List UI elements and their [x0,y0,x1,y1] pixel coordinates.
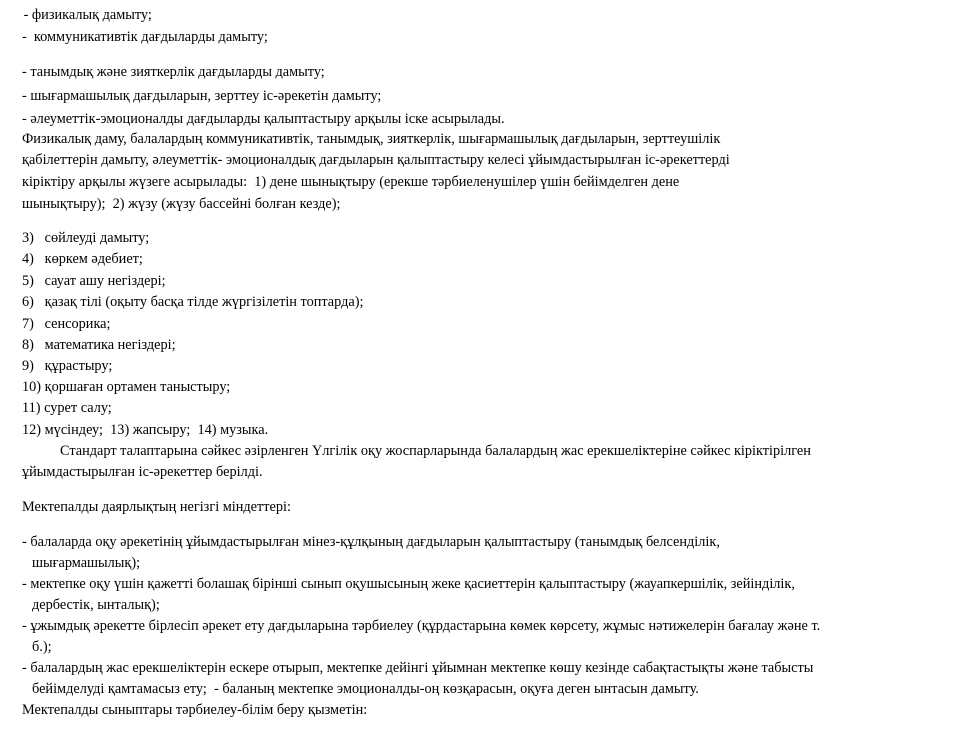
text-line: дербестік, ынталық); [32,597,160,613]
list-item: 7) сенсорика; [22,316,111,332]
text-line: - физикалық дамыту; [20,7,152,23]
text-line: ұйымдастырылған іс-әрекеттер берілді. [22,464,263,480]
section-heading: Мектепалды даярлықтың негізгі міндеттері: [22,499,291,515]
list-item: 10) қоршаған ортамен таныстыру; [22,379,231,395]
text-line: шығармашылық); [32,555,141,571]
text-line: - мектепке оқу үшін қажетті болашақ бірінші сынып оқушысының жеке қасиеттерін қалыптастыру (жауапкершілік, зейінділік, [22,576,795,592]
list-item: 9) құрастыру; [22,358,113,374]
text-line: - әлеуметтік-эмоционалды дағдыларды қалыптастыру арқылы іске асырылады. [22,111,505,127]
text-line: кіріктіру арқылы жүзеге асырылады: 1) дене шынықтыру (ерекше тәрбиеленушілер үшін бейімделген дене [22,174,680,190]
text-line: - балаларда оқу әрекетінің ұйымдастырылған мінез-құлқының дағдыларын қалыптастыру (танымдық белсенділік, [22,534,720,550]
list-item: 4) көркем әдебиет; [22,251,143,267]
text-line: - балалардың жас ерекшеліктерін ескере отырып, мектепке дейінгі ұйымнан мектепке көшу кезінде сабақтастықты және табысты [22,660,814,676]
list-item: 5) сауат ашу негіздері; [22,273,166,289]
list-item: 12) мүсіндеу; 13) жапсыру; 14) музыка. [22,422,269,438]
text-line: шынықтыру); 2) жүзу (жүзу бассейні болған кезде); [22,196,341,212]
text-line: Физикалық даму, балалардың коммуникативтік, танымдық, зияткерлік, шығармашылық дағдыларын, зерттеушілік [22,131,721,147]
list-item: 3) сөйлеуді дамыту; [22,230,150,246]
list-item: 8) математика негіздері; [22,337,176,353]
text-line: - ұжымдық әрекетте бірлесіп әрекет ету дағдыларына тәрбиелеу (құрдастарына көмек көрсету, жұмыс нәтижелерін бағалау және т. [22,618,821,634]
text-line: - коммуникативтік дағдыларды дамыту; [22,29,268,45]
text-line: Мектепалды сыныптары тәрбиелеу-білім беру қызметін: [22,702,368,718]
list-item: 6) қазақ тілі (оқыту басқа тілде жүргізілетін топтарда); [22,294,364,310]
list-item: 11) сурет салу; [22,400,112,416]
text-line: б.); [32,639,52,655]
text-line: - шығармашылық дағдыларын, зерттеу іс-әрекетін дамыту; [22,88,382,104]
text-line: бейімделуді қамтамасыз ету; - баланың мектепке эмоционалды-оң көзқарасын, оқуға деген ынтасын дамыту. [32,681,699,697]
text-line: Стандарт талаптарына сәйкес әзірленген Үлгілік оқу жоспарларында балалардың жас ерекшеліктеріне сәйкес кіріктірілген [60,443,811,459]
text-line: қабілеттерін дамыту, әлеуметтік- эмоционалдық дағдыларын қалыптастыру келесі ұйымдастырылған іс-әрекеттерді [22,152,730,168]
text-line: - танымдық және зияткерлік дағдыларды дамыту; [22,64,325,80]
